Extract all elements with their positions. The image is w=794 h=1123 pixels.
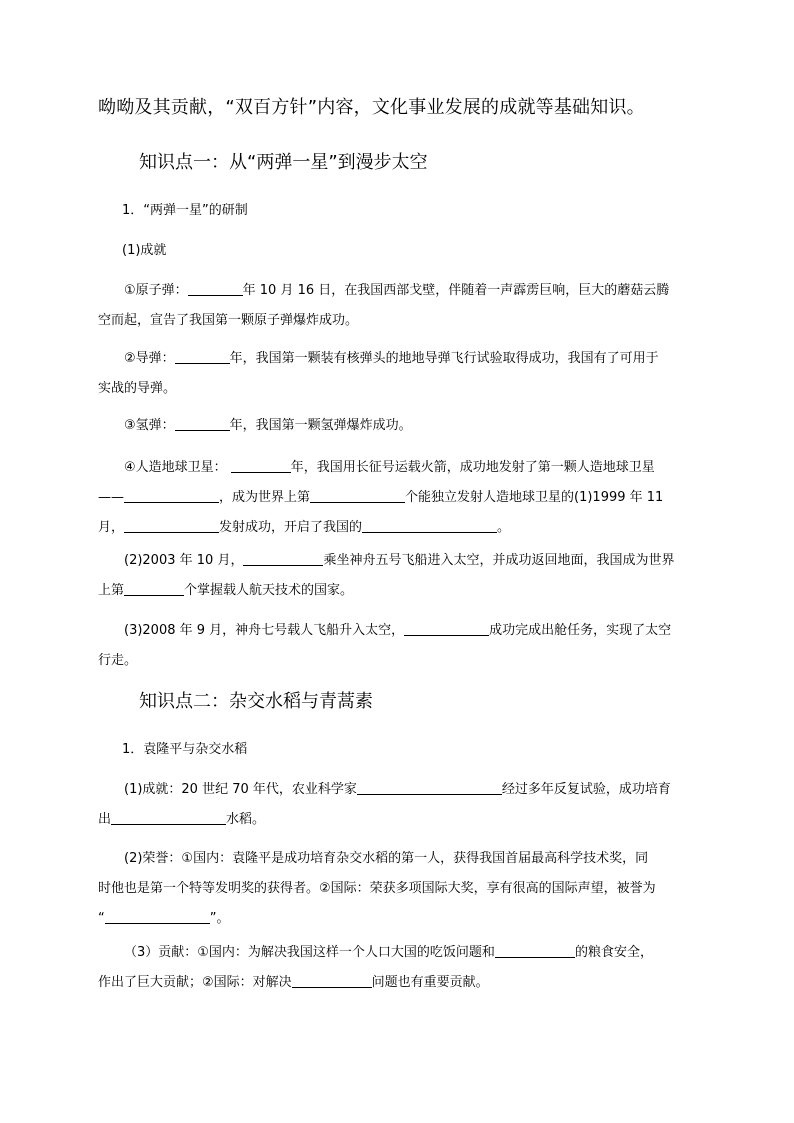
- satellite-label: ④人造地球卫星：: [124, 460, 227, 475]
- atom-label: ①原子弹：: [124, 283, 188, 298]
- scientist-blank[interactable]: [357, 779, 502, 795]
- item2-title: [98, 735, 698, 765]
- missile-label: ②导弹：: [124, 351, 175, 366]
- food-safety-blank[interactable]: [495, 942, 575, 958]
- satellite-paragraph: [98, 453, 698, 543]
- intro-text: 呦呦及其贡献，“双百方针”内容，文化事业发展的成就等基础知识。: [98, 97, 645, 118]
- atom-text-cont: 空而起，宣告了我国第一颗原子弹爆炸成功。: [98, 313, 359, 328]
- p2008-paragraph: [98, 616, 698, 676]
- world-problem-blank[interactable]: [292, 972, 372, 988]
- hbomb-year-blank[interactable]: [175, 415, 230, 431]
- satellite-text: 年，我国用长征号运载火箭，成功地发射了第一颗人造地球卫星: [290, 460, 655, 475]
- honor-text-2: 时他也是第一个特等发明奖的获得者。②国际：荣获多项国际大奖，享有很高的国际声望，被誉为: [98, 881, 656, 896]
- sub1-achievements: [98, 236, 698, 266]
- honor-text: (2)荣誉：①国内：袁隆平是成功培育杂交水稻的第一人，获得我国首届最高科学技术奖，同: [124, 851, 649, 866]
- title-blank[interactable]: [105, 908, 210, 924]
- missile-text-cont: 实战的导弹。: [98, 381, 177, 396]
- hbomb-label: ③氢弹：: [124, 418, 175, 433]
- satellite-rank-blank[interactable]: [310, 487, 405, 503]
- satellite-text-4: 月，: [98, 520, 125, 535]
- p2008-text-2: 成功完成出舱任务，实现了太空: [489, 623, 672, 638]
- missile-text: 年，我国第一颗装有核弹头的地地导弹飞行试验取得成功，我国有了可用于: [229, 351, 659, 366]
- spacecraft-blank[interactable]: [124, 517, 219, 533]
- achieve-text: (1)成就：20 世纪 70 年代，农业科学家: [124, 782, 357, 797]
- hbomb-paragraph: [98, 411, 698, 441]
- honor-quote-close: ”。: [209, 911, 230, 926]
- satellite-text-2: ，成为世界上第: [219, 490, 311, 505]
- atom-text: 年 10 月 16 日，在我国西部戈壁，伴随着一声霹雳巨响，巨大的蘑菇云腾: [242, 283, 670, 298]
- achieve-text-2: 经过多年反复试验，成功培育: [501, 782, 671, 797]
- missile-year-blank[interactable]: [175, 348, 230, 364]
- satellite-name-blank[interactable]: [124, 487, 219, 503]
- item1-title-text: 1．“两弹一星”的研制: [122, 203, 248, 218]
- p2003-text-4: 个掌握载人航天技术的国家。: [184, 583, 354, 598]
- rice-type-blank[interactable]: [111, 809, 226, 825]
- item2-title-text: 1．袁隆平与杂交水稻: [122, 742, 248, 757]
- nation-rank-blank[interactable]: [124, 580, 184, 596]
- p2003-paragraph: [98, 546, 698, 606]
- satellite-text-3: 个能独立发射人造地球卫星的(1)1999 年 11: [405, 490, 664, 505]
- section1-heading: 知识点一：从“两弹一星”到漫步太空: [139, 152, 428, 173]
- contrib-text: （3）贡献：①国内：为解决我国这样一个人口大国的吃饭问题和: [124, 945, 495, 960]
- spacewalker-blank[interactable]: [404, 620, 489, 636]
- satellite-text-5: 发射成功，开启了我国的: [219, 520, 363, 535]
- contrib-paragraph: [98, 938, 698, 998]
- achieve-text-3: 出: [98, 812, 112, 827]
- satellite-year-blank[interactable]: [231, 457, 291, 473]
- program-blank[interactable]: [362, 517, 497, 533]
- section2-heading: 知识点二：杂交水稻与青蒿素: [139, 691, 373, 712]
- honor-quote-open: “: [98, 911, 105, 926]
- astronaut-blank[interactable]: [243, 550, 323, 566]
- p2008-text: (3)2008 年 9 月，神舟七号载人飞船升入太空，: [124, 623, 405, 638]
- achieve-paragraph: [98, 775, 698, 835]
- achieve-text-4: 水稻。: [226, 812, 266, 827]
- missile-paragraph: [98, 344, 698, 404]
- satellite-text-6: 。: [497, 520, 511, 535]
- hbomb-text: 年，我国第一颗氢弹爆炸成功。: [229, 418, 412, 433]
- p2008-text-3: 行走。: [98, 653, 138, 668]
- contrib-text-3: 作出了巨大贡献；②国际：对解决: [98, 975, 292, 990]
- sub1-text: (1)成就: [122, 243, 167, 258]
- p2003-text: (2)2003 年 10 月，: [124, 553, 244, 568]
- atom-bomb-paragraph: [98, 276, 698, 336]
- p2003-text-3: 上第: [98, 583, 125, 598]
- contrib-text-2: 的粮食安全，: [574, 945, 653, 960]
- item1-title: [98, 196, 698, 226]
- honor-paragraph: [98, 844, 698, 934]
- p2003-text-2: 乘坐神舟五号飞船进入太空，并成功返回地面，我国成为世界: [323, 553, 675, 568]
- atom-year-blank[interactable]: [188, 280, 243, 296]
- satellite-dash: ——: [98, 490, 124, 505]
- contrib-text-4: 问题也有重要贡献。: [371, 975, 489, 990]
